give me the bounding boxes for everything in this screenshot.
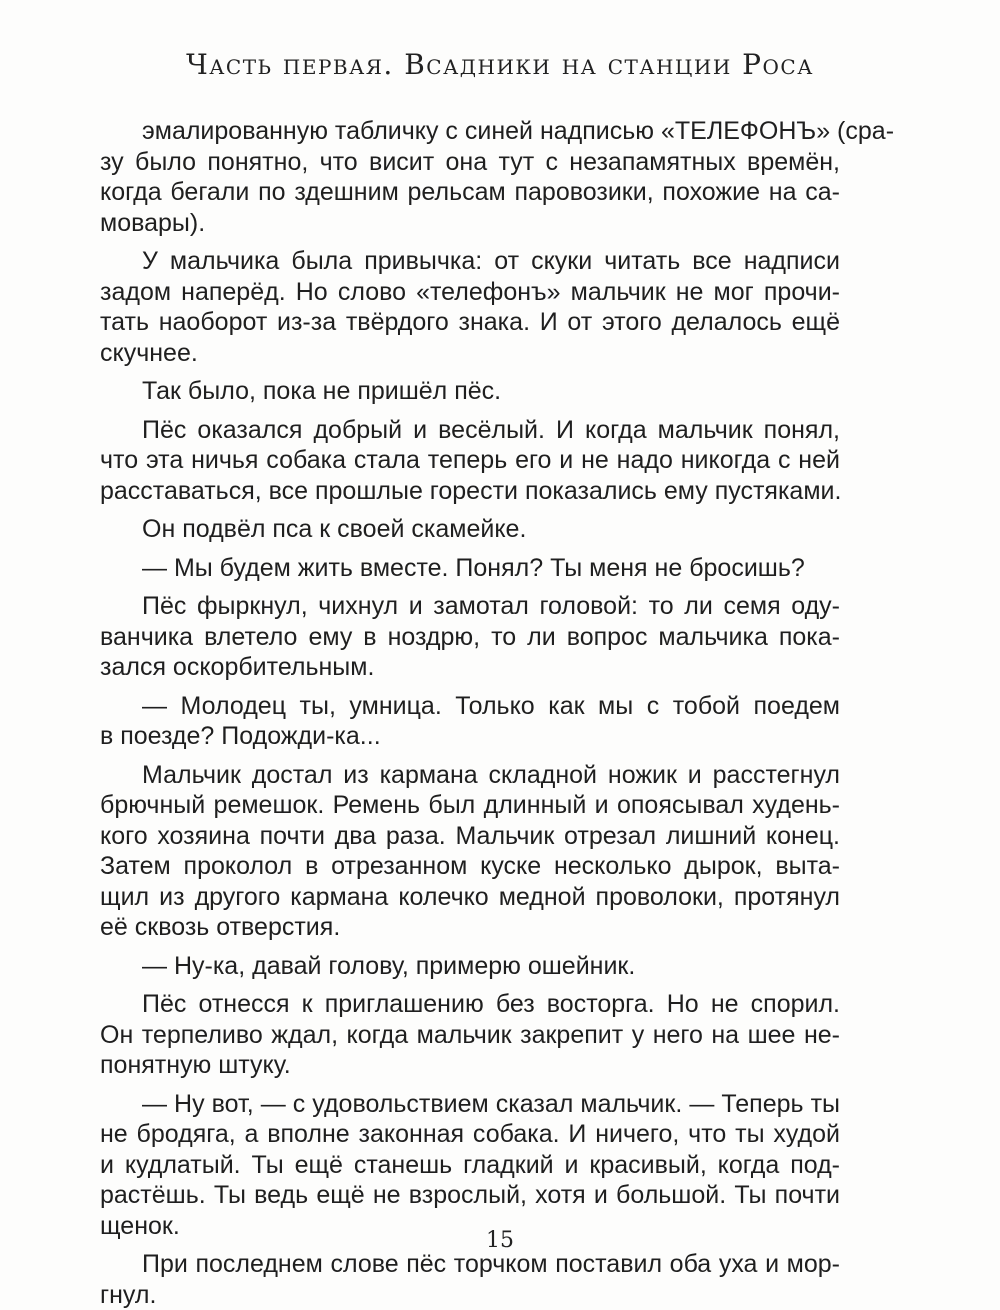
- text-line: — Мы будем жить вместе. Понял? Ты меня не бросишь?: [100, 553, 840, 584]
- text-line: расставаться, все прошлые горести показались ему пустяками.: [100, 476, 840, 507]
- text-line: щенок.: [100, 1211, 840, 1242]
- text-line: эмалированную табличку с синей надписью «ТЕЛЕФОНЪ» (сра-: [100, 116, 840, 147]
- body-text: [100, 116, 840, 1310]
- paragraph: [100, 246, 840, 368]
- text-line: и кудлатый. Ты ещё станешь гладкий и красивый, когда под-: [100, 1150, 840, 1181]
- paragraph: [100, 691, 840, 752]
- text-line: ванчика влетело ему в ноздрю, то ли вопрос мальчика пока-: [100, 622, 840, 653]
- text-line: брючный ремешок. Ремень был длинный и опоясывал худень-: [100, 790, 840, 821]
- text-line: У мальчика была привычка: от скуки читать все надписи: [100, 246, 840, 277]
- text-line: её сквозь отверстия.: [100, 912, 840, 943]
- text-line: При последнем слове пёс торчком поставил оба уха и мор-: [100, 1249, 840, 1280]
- text-line: гнул.: [100, 1280, 840, 1310]
- text-line: — Ну-ка, давай голову, примерю ошейник.: [100, 951, 840, 982]
- text-line: Пёс оказался добрый и весёлый. И когда мальчик понял,: [100, 415, 840, 446]
- text-line: Так было, пока не пришёл пёс.: [100, 376, 840, 407]
- text-line: тать наоборот из-за твёрдого знака. И от этого делалось ещё: [100, 307, 840, 338]
- paragraph: [100, 591, 840, 683]
- text-line: понятную штуку.: [100, 1050, 840, 1081]
- text-line: что эта ничья собака стала теперь его и не надо никогда с ней: [100, 445, 840, 476]
- text-line: щил из другого кармана колечко медной проволоки, протянул: [100, 882, 840, 913]
- paragraph: [100, 1249, 840, 1310]
- text-line: Затем проколол в отрезанном куске несколько дырок, выта-: [100, 851, 840, 882]
- text-line: Пёс отнесся к приглашению без восторга. Но не спорил.: [100, 989, 840, 1020]
- text-line: Он подвёл пса к своей скамейке.: [100, 514, 840, 545]
- page-number: 15: [0, 1228, 1000, 1253]
- text-line: кого хозяина почти два раза. Мальчик отрезал лишний конец.: [100, 821, 840, 852]
- text-line: Пёс фыркнул, чихнул и замотал головой: то ли семя оду-: [100, 591, 840, 622]
- text-line: когда бегали по здешним рельсам паровозики, похожие на са-: [100, 177, 840, 208]
- text-line: мовары).: [100, 208, 840, 239]
- paragraph: [100, 951, 840, 982]
- text-line: не бродяга, а вполне законная собака. И ничего, что ты худой: [100, 1119, 840, 1150]
- paragraph: [100, 116, 840, 238]
- text-line: — Молодец ты, умница. Только как мы с тобой поедем: [100, 691, 840, 722]
- running-head: Часть первая. Всадники на станции Роса: [0, 48, 1000, 81]
- paragraph: [100, 514, 840, 545]
- text-line: — Ну вот, — с удовольствием сказал мальчик. — Теперь ты: [100, 1089, 840, 1120]
- paragraph: [100, 376, 840, 407]
- text-line: в поезде? Подожди-ка...: [100, 721, 840, 752]
- text-line: растёшь. Ты ведь ещё не взрослый, хотя и большой. Ты почти: [100, 1180, 840, 1211]
- text-line: Он терпеливо ждал, когда мальчик закрепит у него на шее не-: [100, 1020, 840, 1051]
- paragraph: [100, 415, 840, 507]
- paragraph: [100, 989, 840, 1081]
- text-line: зался оскорбительным.: [100, 652, 840, 683]
- text-line: задом наперёд. Но слово «телефонъ» мальчик не мог прочи-: [100, 277, 840, 308]
- paragraph: [100, 553, 840, 584]
- text-line: скучнее.: [100, 338, 840, 369]
- text-line: Мальчик достал из кармана складной ножик и расстегнул: [100, 760, 840, 791]
- paragraph: [100, 760, 840, 943]
- paragraph: [100, 1089, 840, 1242]
- text-line: зу было понятно, что висит она тут с незапамятных времён,: [100, 147, 840, 178]
